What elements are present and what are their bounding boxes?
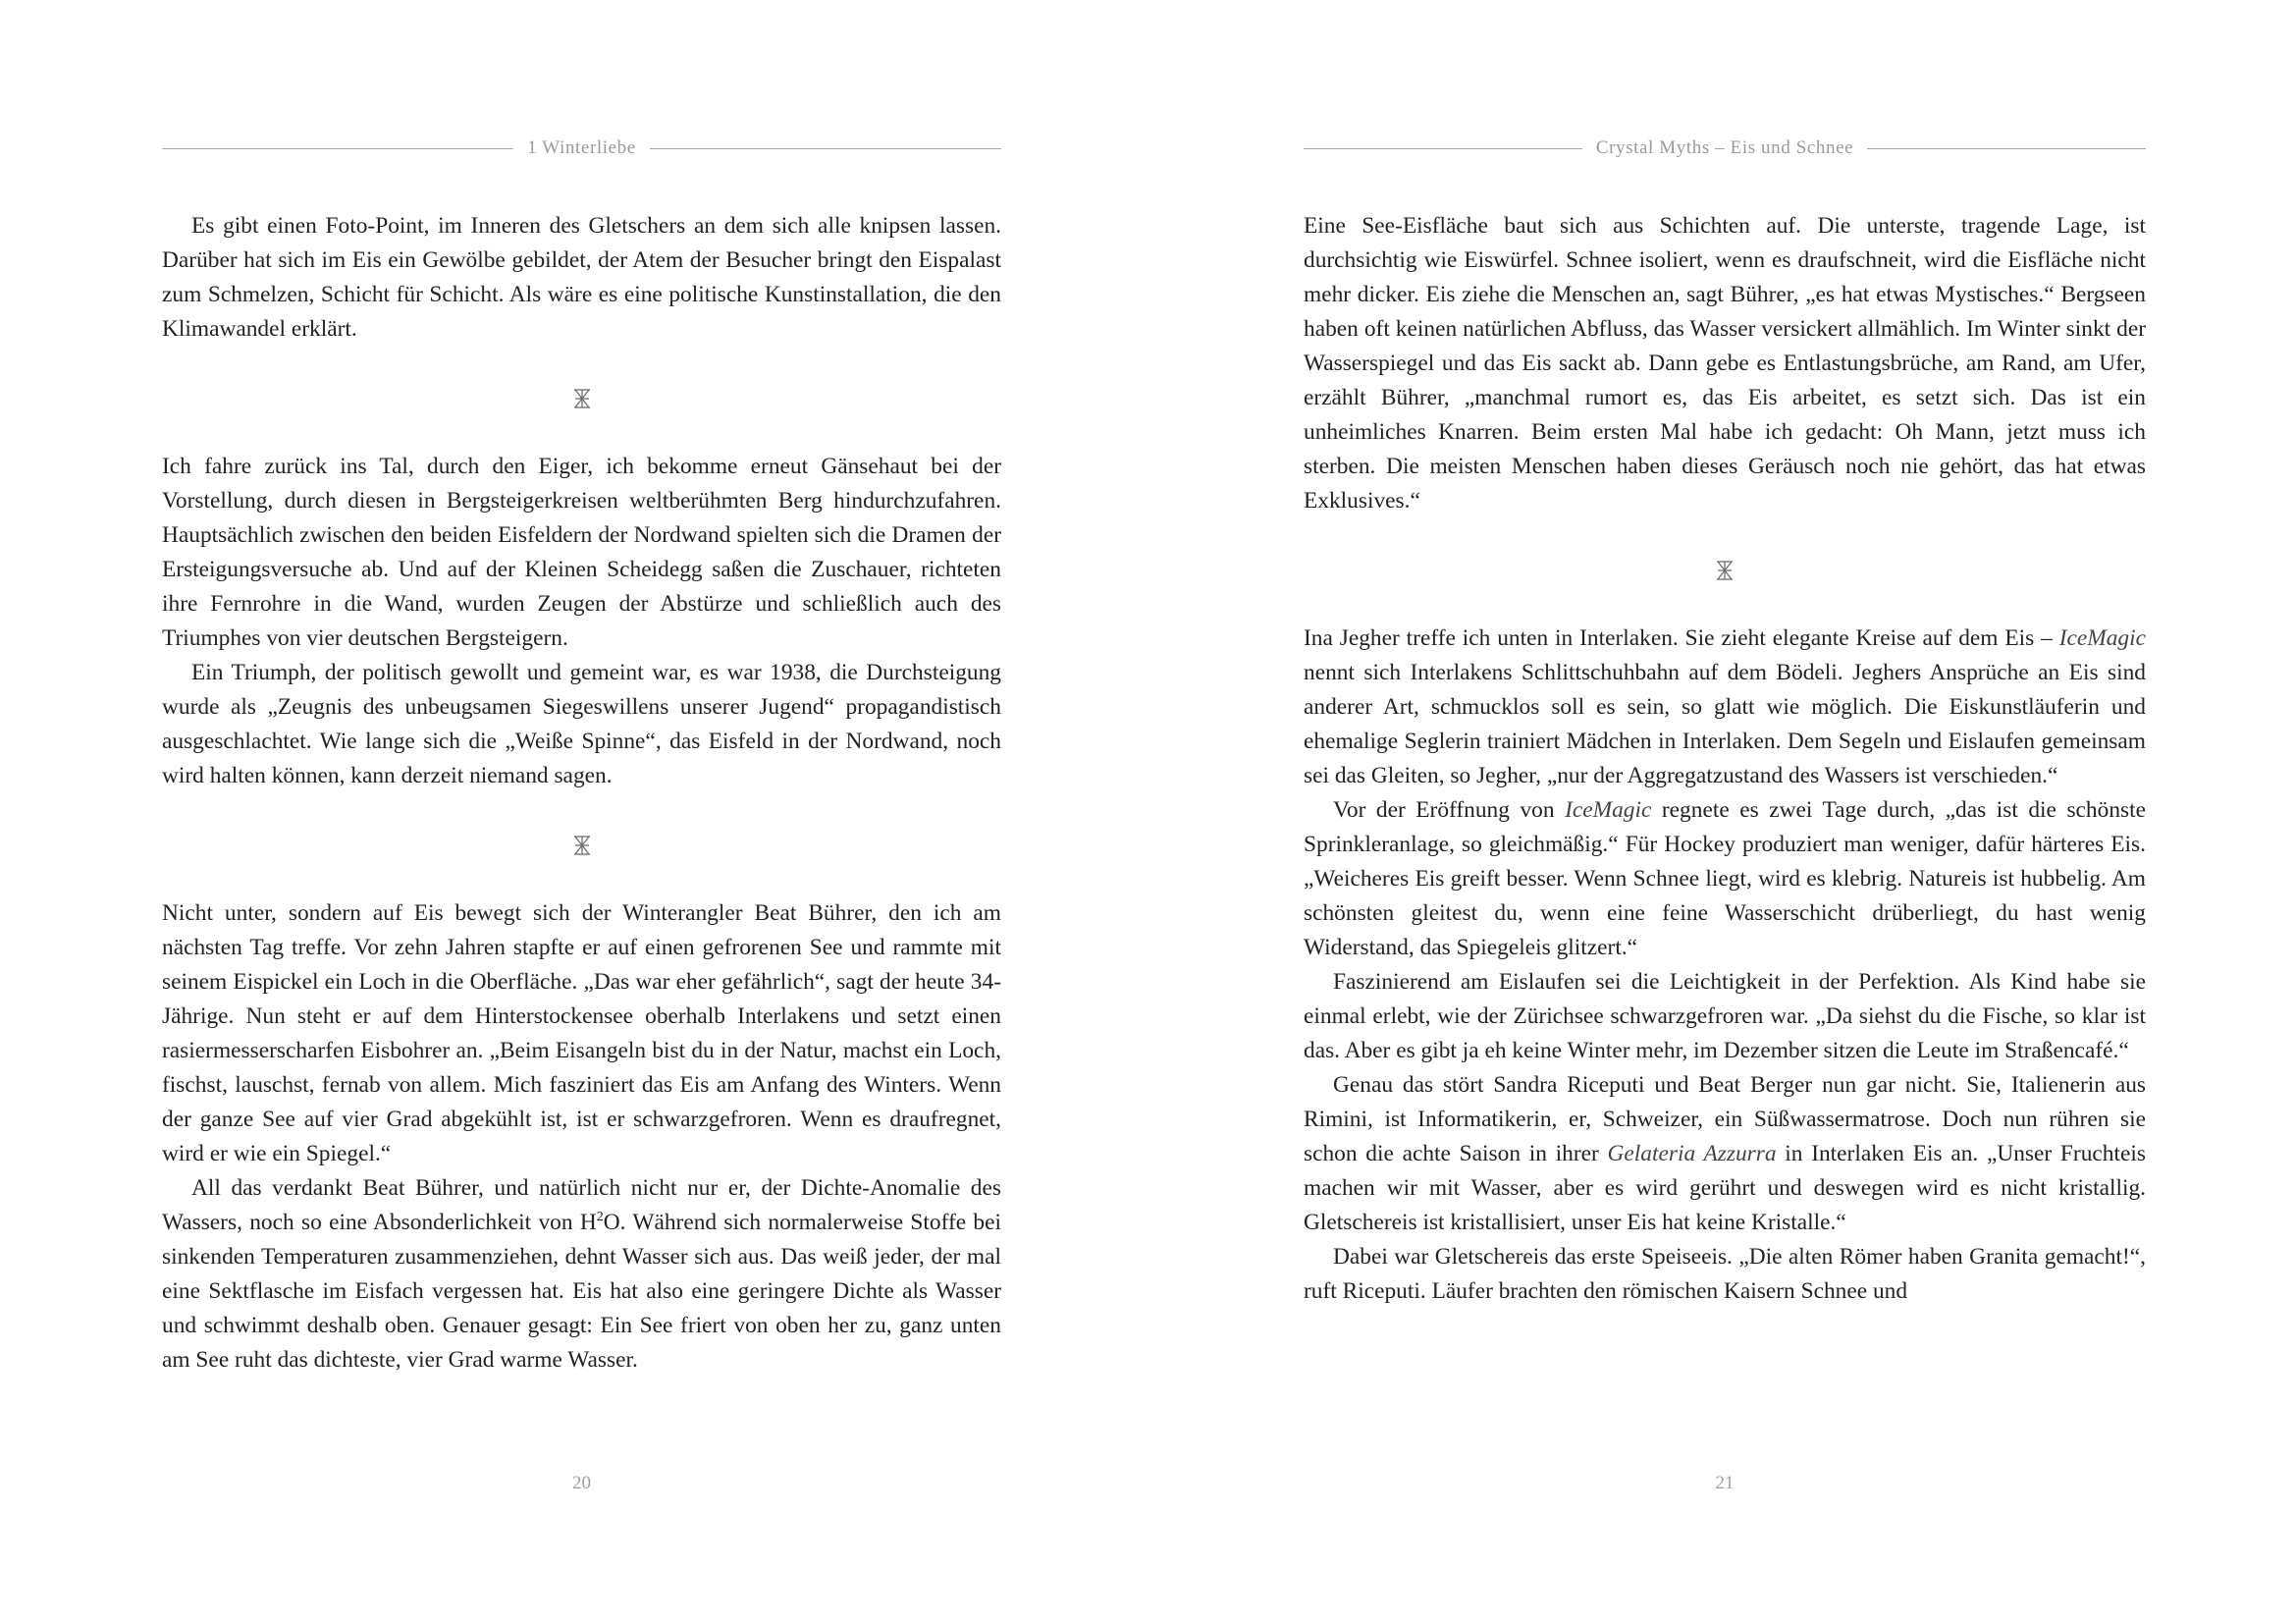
paragraph — [1304, 622, 2146, 793]
paragraph: Dabei war Gletschereis das erste Speiseeis. „Die alten Römer haben Granita gemacht!“, ruft Riceputi. Läufer brachten den römischen Kaisern Schnee und — [1304, 1244, 2146, 1304]
text-run: Vor der Eröffnung von — [1333, 797, 1566, 823]
text-run: Genau das stört Sandra Riceputi und Beat Berger nun gar nicht. Sie, Italienerin aus Rimini, ist Informatikerin, er, Schweizer, ein Süßwassermatrose. Doch nun rühren sie schon die achte Saison in ihrer — [1304, 1072, 2146, 1166]
text-run: in Interlaken Eis an. „Unser Fruchteis machen wir mit Wasser, aber es wird gerührt und deswegen wird es nicht kristallig. Gletschereis ist kristallisiert, unser Eis hat keine Kristalle.“ — [1304, 1141, 2146, 1235]
asterism-icon — [1714, 560, 1735, 581]
paragraph — [1304, 1068, 2146, 1240]
paragraph: Ich fahre zurück ins Tal, durch den Eiger, ich bekomme erneut Gänsehaut bei der Vorstellung, durch diesen in Bergsteigerkreisen weltberühmten Berg hindurchzufahren. Hauptsächlich zwischen den beiden Eisfeldern der Nordwand spielten sich die Dramen der Ersteigungsversuche ab. Und auf der Kleinen Scheidegg saßen die Zuschauer, richteten ihre Fernrohre in die Wand, wurden Zeugen der Abstürze und schließlich auch des Triumphes von vier deutschen Bergsteigern. — [162, 454, 1001, 651]
running-head-left — [162, 135, 1001, 161]
text-run: Ina Jegher treffe ich unten in Interlaken. Sie zieht elegante Kreise auf dem Eis – — [1304, 625, 2059, 651]
right-page — [1304, 0, 2146, 1623]
asterism-icon — [571, 835, 593, 856]
paragraph: Nicht unter, sondern auf Eis bewegt sich der Winterangler Beat Bührer, den ich am nächsten Tag treffe. Vor zehn Jahren stapfte er auf einen gefrorenen See und rammte mit seinem Eispickel ein Loch in die Oberfläche. „Das war eher gefährlich“, sagt der heute 34-Jährige. Nun steht er auf dem Hinterstockensee oberhalb Interlakens und setzt einen rasiermesserscharfen Eisbohrer an. „Beim Eisangeln bist du in der Natur, machst ein Loch, fischst, lauschst, fernab von allem. Mich fasziniert das Eis am Anfang des Winters. Wenn der ganze See auf vier Grad abgekühlt ist, ist er schwarzgefroren. Wenn es draufregnet, wird er wie ein Spiegel.“ — [162, 900, 1001, 1166]
venue-name: Gelateria Azzurra — [1607, 1141, 1777, 1166]
venue-name: IceMagic — [2058, 625, 2146, 651]
left-page — [162, 0, 1001, 1623]
page-number-left: 20 — [572, 1473, 591, 1493]
paragraph — [162, 1171, 1001, 1378]
paragraph: Faszinierend am Eislaufen sei die Leichtigkeit in der Perfektion. Als Kind habe sie einmal erlebt, wie der Zürichsee schwarzgefroren war. „Da siehst du die Fische, so klar ist das. Aber es gibt ja eh keine Winter mehr, im Dezember sitzen die Leute im Straßencafé.“ — [1304, 969, 2146, 1063]
header-rule-left — [162, 148, 513, 149]
left-body-text — [162, 209, 1001, 1378]
right-body-text — [1304, 209, 2146, 1309]
page-number-right: 21 — [1715, 1473, 1735, 1493]
superscript: 2 — [596, 1209, 604, 1225]
book-title: Crystal Myths – Eis und Schnee — [1595, 137, 1854, 158]
header-rule-right — [1867, 148, 2146, 149]
text-run: O. Während sich normalerweise Stoffe bei sinkenden Temperaturen zusammenziehen, dehnt Wasser sich aus. Das weiß jeder, der mal eine Sektflasche im Eisfach vergessen hat. Eis hat also eine geringere Dichte als Wasser und schwimmt deshalb oben. Genauer gesagt: Ein See friert von oben her zu, ganz unten am See ruht das dichteste, vier Grad warme Wasser. — [162, 1210, 1001, 1373]
text-run: All das verdankt Beat Bührer, und natürlich nicht nur er, der Dichte-Anomalie des Wassers, noch so eine Absonderlichkeit von H — [162, 1175, 1001, 1235]
venue-name: IceMagic — [1565, 797, 1652, 823]
paragraph: Es gibt einen Foto-Point, im Inneren des Gletschers an dem sich alle knipsen lassen. Darüber hat sich im Eis ein Gewölbe gebildet, der Atem der Besucher bringt den Eispalast zum Schmelzen, Schicht für Schicht. Als wäre es eine politische Kunstinstallation, die den Klimawandel erklärt. — [162, 213, 1001, 342]
text-run: regnete es zwei Tage durch, „das ist die schönste Sprinkleranlage, so gleichmäßig.“ Für Hockey produziert man weniger, dafür härteres Eis. „Weicheres Eis greift besser. Wenn Schnee liegt, wird es klebrig. Natureis ist hubbelig. Am schönsten gleitest du, wenn eine feine Wasserschicht drüberliegt, du hast wenig Widerstand, das Spiegeleis glitzert.“ — [1304, 797, 2146, 960]
paragraph — [1304, 793, 2146, 965]
chapter-title: 1 Winterliebe — [527, 137, 636, 158]
running-head-right — [1304, 135, 2146, 161]
text-run: nennt sich Interlakens Schlittschuhbahn auf dem Bödeli. Jeghers Ansprüche an Eis sind anderer Art, schmucklos soll es sein, so glatt wie möglich. Die Eiskunstläuferin und ehemalige Seglerin trainiert Mädchen in Interlaken. Dem Segeln und Eislaufen gemeinsam sei das Gleiten, so Jegher, „nur der Aggregatzustand des Wassers ist verschieden.“ — [1304, 660, 2146, 788]
header-rule-left — [1304, 148, 1582, 149]
section-break-ornament — [1304, 518, 2146, 622]
section-break-ornament — [162, 793, 1001, 896]
paragraph: Eine See-Eisfläche baut sich aus Schichten auf. Die unterste, tragende Lage, ist durchsichtig wie Eiswürfel. Schnee isoliert, wenn es draufschneit, wird die Eisfläche nicht mehr dicker. Eis ziehe die Menschen an, sagt Bührer, „es hat etwas Mystisches.“ Bergseen haben oft keinen natürlichen Abfluss, das Wasser versickert allmählich. Im Winter sinkt der Wasserspiegel und das Eis sackt ab. Dann gebe es Entlastungsbrüche, am Rand, am Ufer, erzählt Bührer, „manchmal rumort es, das Eis arbeitet, es setzt sich. Das ist ein unheimliches Knarren. Beim ersten Mal habe ich gedacht: Oh Mann, jetzt muss ich sterben. Die meisten Menschen haben dieses Geräusch noch nie gehört, das hat etwas Exklusives.“ — [1304, 213, 2146, 514]
header-rule-right — [650, 148, 1001, 149]
paragraph: Ein Triumph, der politisch gewollt und gemeint war, es war 1938, die Durchsteigung wurde als „Zeugnis des unbeugsamen Siegeswillens unserer Jugend“ propagandistisch ausgeschlachtet. Wie lange sich die „Weiße Spinne“, das Eisfeld in der Nordwand, noch wird halten können, kann derzeit niemand sagen. — [162, 660, 1001, 788]
section-break-ornament — [162, 347, 1001, 450]
asterism-icon — [571, 388, 593, 409]
